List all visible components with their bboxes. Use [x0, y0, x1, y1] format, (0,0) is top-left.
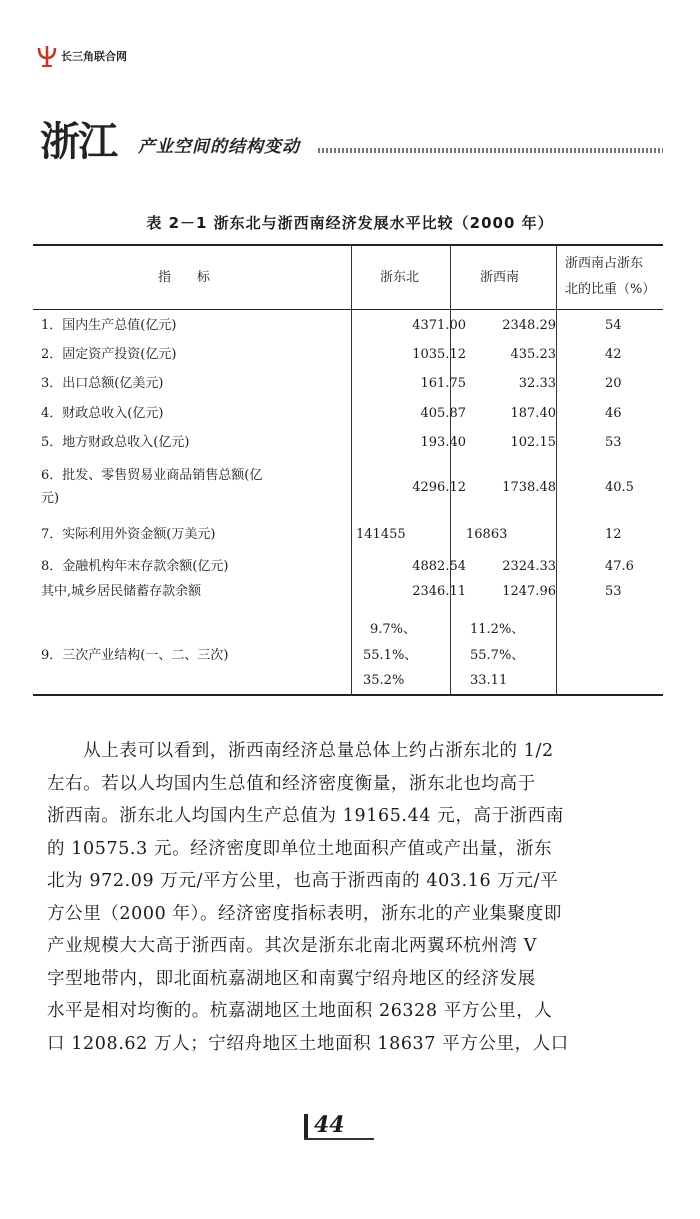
table-col-divider [351, 244, 352, 696]
page-number-underline [304, 1138, 374, 1140]
chapter-subtitle: 产业空间的结构变动 [138, 137, 300, 157]
chapter-title: 浙江 [40, 119, 116, 165]
row-ratio-value: 47.6 [605, 559, 634, 574]
table-col-divider [450, 244, 451, 696]
row-ne-value: 405.87 [420, 406, 466, 421]
row-ratio-value: 53 [605, 584, 622, 599]
logo-mark-icon [36, 44, 58, 68]
table-bottom-rule [33, 694, 663, 696]
paragraph-line: 口 1208.62 万人；宁绍舟地区土地面积 18637 平方公里，人口 [47, 1033, 569, 1054]
paragraph-line: 浙西南。浙东北人均国内生产总值为 19165.44 元，高于浙西南 [47, 806, 564, 826]
row-sw-value: 2324.33 [502, 559, 556, 574]
row-ne-value: 1035.12 [412, 347, 466, 362]
row-ne-value: 193.40 [420, 435, 466, 450]
paragraph-line: 产业规模大大高于浙西南。其次是浙东北南北两翼环杭州湾 V [47, 936, 537, 956]
logo-text: 长三角联合网 [61, 50, 127, 63]
row-sw-value: 32.33 [518, 376, 556, 391]
header-sw: 浙西南 [480, 270, 520, 285]
row-ratio-value: 20 [605, 376, 622, 391]
publisher-logo [36, 44, 127, 68]
row-ne-value: 2346.11 [412, 584, 466, 599]
row-label-line2: 元) [41, 491, 60, 506]
row-label: 4．财政总收入(亿元) [41, 406, 164, 421]
row-label: 5．地方财政总收入(亿元) [41, 435, 190, 450]
row-ne-value: 141455 [356, 527, 406, 542]
row-ratio-value: 12 [605, 527, 622, 542]
row-sw-value-line: 33.11 [470, 673, 508, 688]
row-sw-value: 1738.48 [502, 480, 556, 495]
row-sw-value-line: 55.7%、 [470, 648, 525, 663]
paragraph-line: 从上表可以看到，浙西南经济总量总体上约占浙东北的 1/2 [47, 741, 554, 761]
row-ne-value: 161.75 [420, 376, 466, 391]
body-paragraph [47, 735, 667, 1060]
chapter-header [38, 118, 662, 168]
row-ne-value: 4371.00 [412, 318, 466, 333]
header-indicator: 指 标 [158, 270, 211, 285]
row-sw-value: 187.40 [510, 406, 556, 421]
row-sw-value: 1247.96 [502, 584, 556, 599]
row-ratio-value: 53 [605, 435, 622, 450]
header-ratio-line1: 浙西南占浙东 [565, 256, 644, 271]
row-label: 1．国内生产总值(亿元) [41, 318, 177, 333]
table-col-divider [556, 244, 557, 696]
row-label: 9．三次产业结构(一、二、三次) [41, 648, 229, 663]
row-label-line1: 6．批发、零售贸易业商品销售总额(亿 [41, 468, 263, 483]
row-label: 其中,城乡居民储蓄存款余额 [41, 584, 202, 599]
row-label: 7．实际利用外资金额(万美元) [41, 527, 216, 542]
row-ne-value: 4296.12 [412, 480, 466, 495]
paragraph-line: 字型地带内，即北面杭嘉湖地区和南翼宁绍舟地区的经济发展 [47, 968, 536, 989]
paragraph-line: 方公里（2000 年）。经济密度指标表明，浙东北的产业集聚度即 [47, 903, 562, 924]
paragraph-line: 北为 972.09 万元/平方公里，也高于浙西南的 403.16 万元/平 [47, 871, 559, 891]
row-ratio-value: 42 [605, 347, 622, 362]
page-number-bar [304, 1114, 308, 1140]
row-sw-value: 102.15 [510, 435, 556, 450]
header-ne: 浙东北 [380, 270, 420, 285]
row-label: 8．金融机构年末存款余额(亿元) [41, 559, 229, 574]
paragraph-line: 水平是相对均衡的。杭嘉湖地区土地面积 26328 平方公里，人 [47, 1001, 553, 1021]
row-ne-value-line: 55.1%、 [363, 648, 418, 663]
header-dotted-rule [318, 148, 663, 153]
row-sw-value: 2348.29 [502, 318, 556, 333]
row-ne-value-line: 35.2% [363, 673, 405, 688]
paragraph-line: 左右。若以人均国内生总值和经济密度衡量，浙东北也均高于 [47, 773, 536, 794]
row-sw-value: 16863 [466, 527, 508, 542]
row-label: 3．出口总额(亿美元) [41, 376, 164, 391]
row-sw-value-line: 11.2%、 [470, 622, 525, 637]
header-ratio-line2: 北的比重（%） [565, 282, 656, 297]
row-label: 2．固定资产投资(亿元) [41, 347, 177, 362]
comparison-table [33, 244, 663, 696]
table-header-rule [33, 309, 663, 310]
row-ratio-value: 40.5 [605, 480, 634, 495]
table-title: 表 2－1 浙东北与浙西南经济发展水平比较（2000 年） [146, 214, 554, 232]
row-ne-value: 4882.54 [412, 559, 466, 574]
row-ne-value-line: 9.7%、 [370, 622, 417, 637]
table-top-rule [33, 244, 663, 246]
row-ratio-value: 54 [605, 318, 622, 333]
row-sw-value: 435.23 [510, 347, 556, 362]
page-number: 44 [314, 1112, 345, 1138]
row-ratio-value: 46 [605, 406, 622, 421]
paragraph-line: 的 10575.3 元。经济密度即单位土地面积产值或产出量，浙东 [47, 838, 553, 859]
